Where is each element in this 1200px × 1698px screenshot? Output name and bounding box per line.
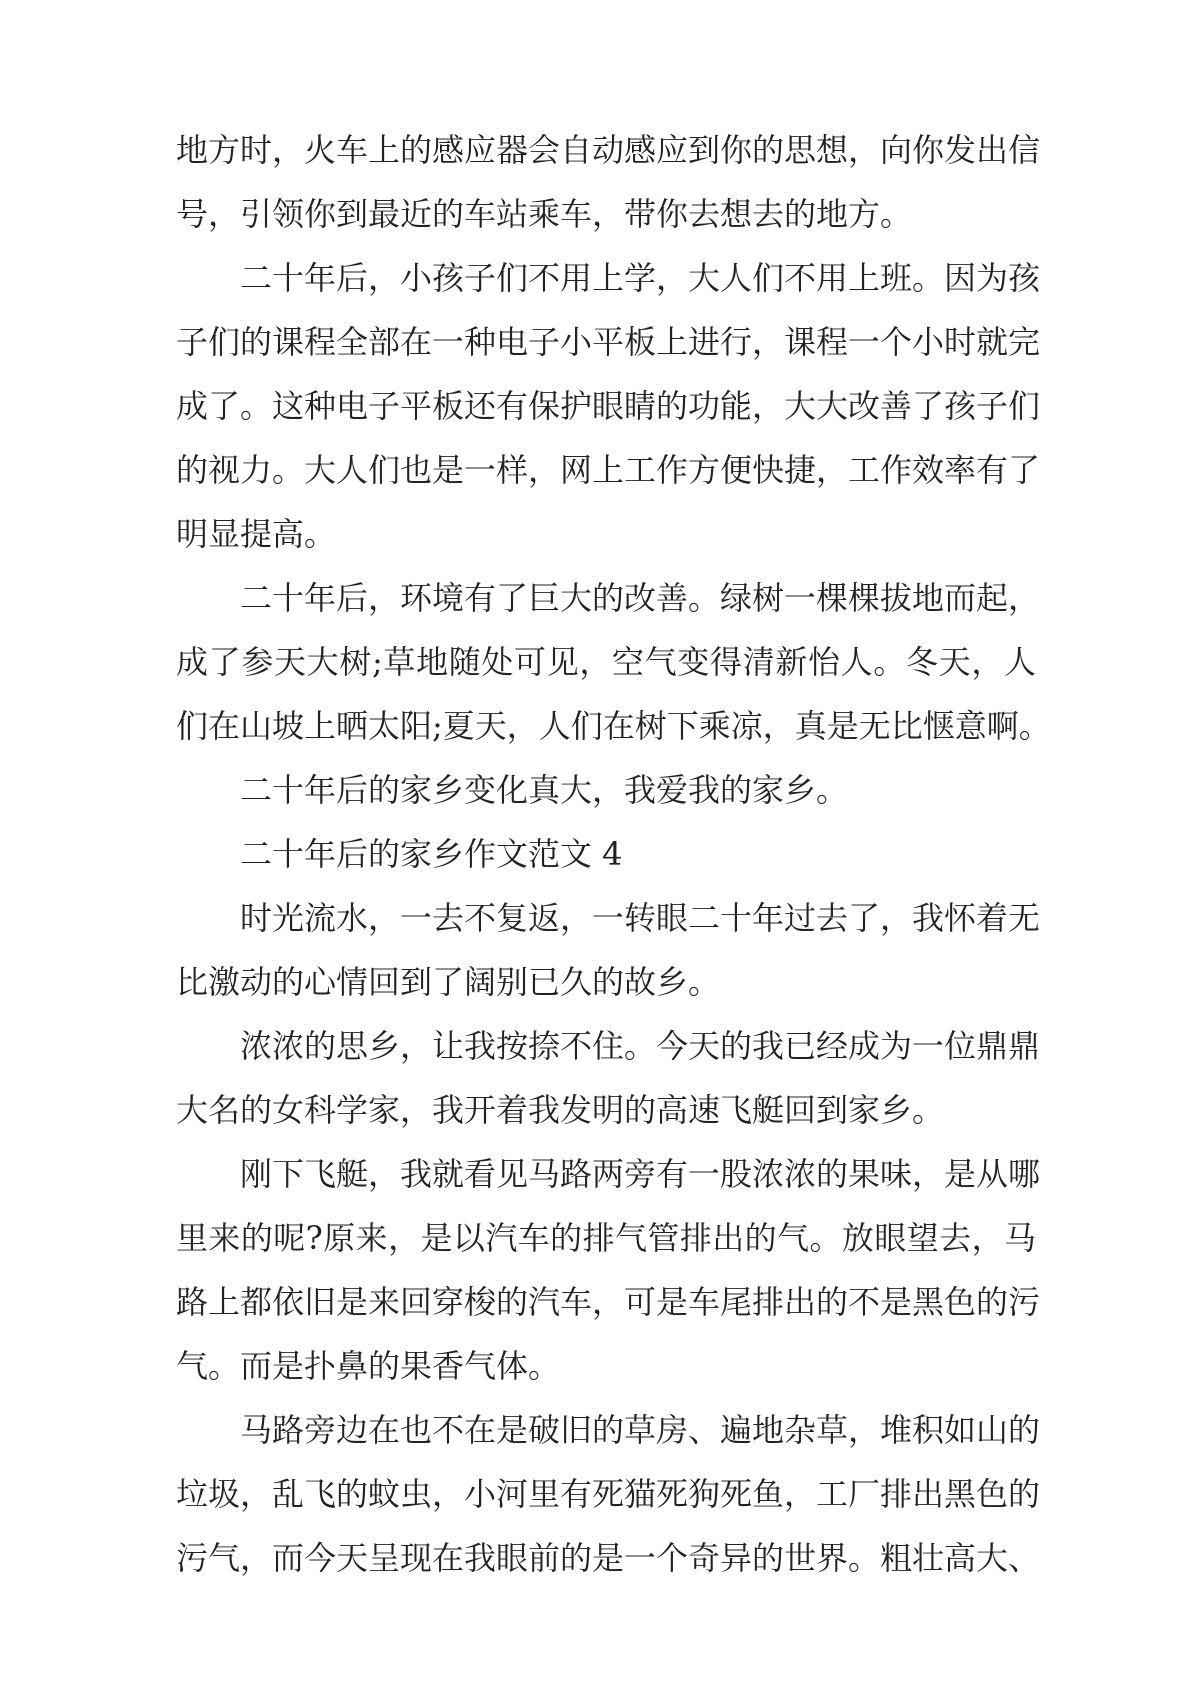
text-line: 明显提高。 — [176, 515, 337, 553]
text-line: 的视力。大人们也是一样，网上工作方便快捷，工作效率有了 — [176, 451, 1041, 489]
paragraph — [176, 822, 1036, 886]
paragraph — [176, 886, 1041, 1014]
text-line: 比激动的心情回到了阔别已久的故乡。 — [176, 963, 721, 1001]
text-line: 成了。这种电子平板还有保护眼睛的功能，大大改善了孩子们 — [176, 387, 1041, 425]
text-line: 二十年后的家乡作文范文 4 — [240, 835, 623, 873]
text-line: 二十年后，环境有了巨大的改善。绿树一棵棵拔地而起， — [240, 579, 1041, 617]
text-line: 号，引领你到最近的车站乘车，带你去想去的地方。 — [176, 195, 913, 233]
text-line: 子们的课程全部在一种电子小平板上进行，课程一个小时就完 — [176, 323, 1041, 361]
text-line: 二十年后的家乡变化真大，我爱我的家乡。 — [240, 771, 849, 809]
text-line: 地方时，火车上的感应器会自动感应到你的思想，向你发出信 — [176, 131, 1041, 169]
paragraph — [176, 758, 1036, 822]
text-line: 马路旁边在也不在是破旧的草房、遍地杂草，堆积如山的 — [240, 1411, 1041, 1449]
text-line: 成了参天大树;草地随处可见，空气变得清新怡人。冬天，人 — [176, 643, 1036, 681]
paragraph — [176, 246, 1041, 566]
text-line: 大名的女科学家，我开着我发明的高速飞艇回到家乡。 — [176, 1091, 945, 1129]
document-body — [176, 118, 1051, 1590]
text-line: 浓浓的思乡，让我按捺不住。今天的我已经成为一位鼎鼎 — [240, 1027, 1041, 1065]
text-line: 垃圾，乱飞的蚊虫，小河里有死猫死狗死鱼，工厂排出黑色的 — [176, 1475, 1041, 1513]
paragraph — [176, 118, 1041, 246]
text-line: 刚下飞艇，我就看见马路两旁有一股浓浓的果味，是从哪 — [240, 1155, 1041, 1193]
text-line: 气。而是扑鼻的果香气体。 — [176, 1347, 561, 1385]
text-line: 二十年后，小孩子们不用上学，大人们不用上班。因为孩 — [240, 259, 1041, 297]
text-line: 们在山坡上晒太阳;夏天，人们在树下乘凉，真是无比惬意啊。 — [176, 707, 1051, 745]
paragraph — [176, 566, 1051, 758]
text-line: 路上都依旧是来回穿梭的汽车，可是车尾排出的不是黑色的污 — [176, 1283, 1041, 1321]
paragraph — [176, 1398, 1041, 1590]
paragraph — [176, 1014, 1041, 1142]
paragraph — [176, 1142, 1041, 1398]
text-line: 里来的呢?原来，是以汽车的排气管排出的气。放眼望去，马 — [176, 1219, 1036, 1257]
text-line: 时光流水，一去不复返，一转眼二十年过去了，我怀着无 — [240, 899, 1041, 937]
text-line: 污气，而今天呈现在我眼前的是一个奇异的世界。粗壮高大、 — [176, 1539, 1041, 1577]
